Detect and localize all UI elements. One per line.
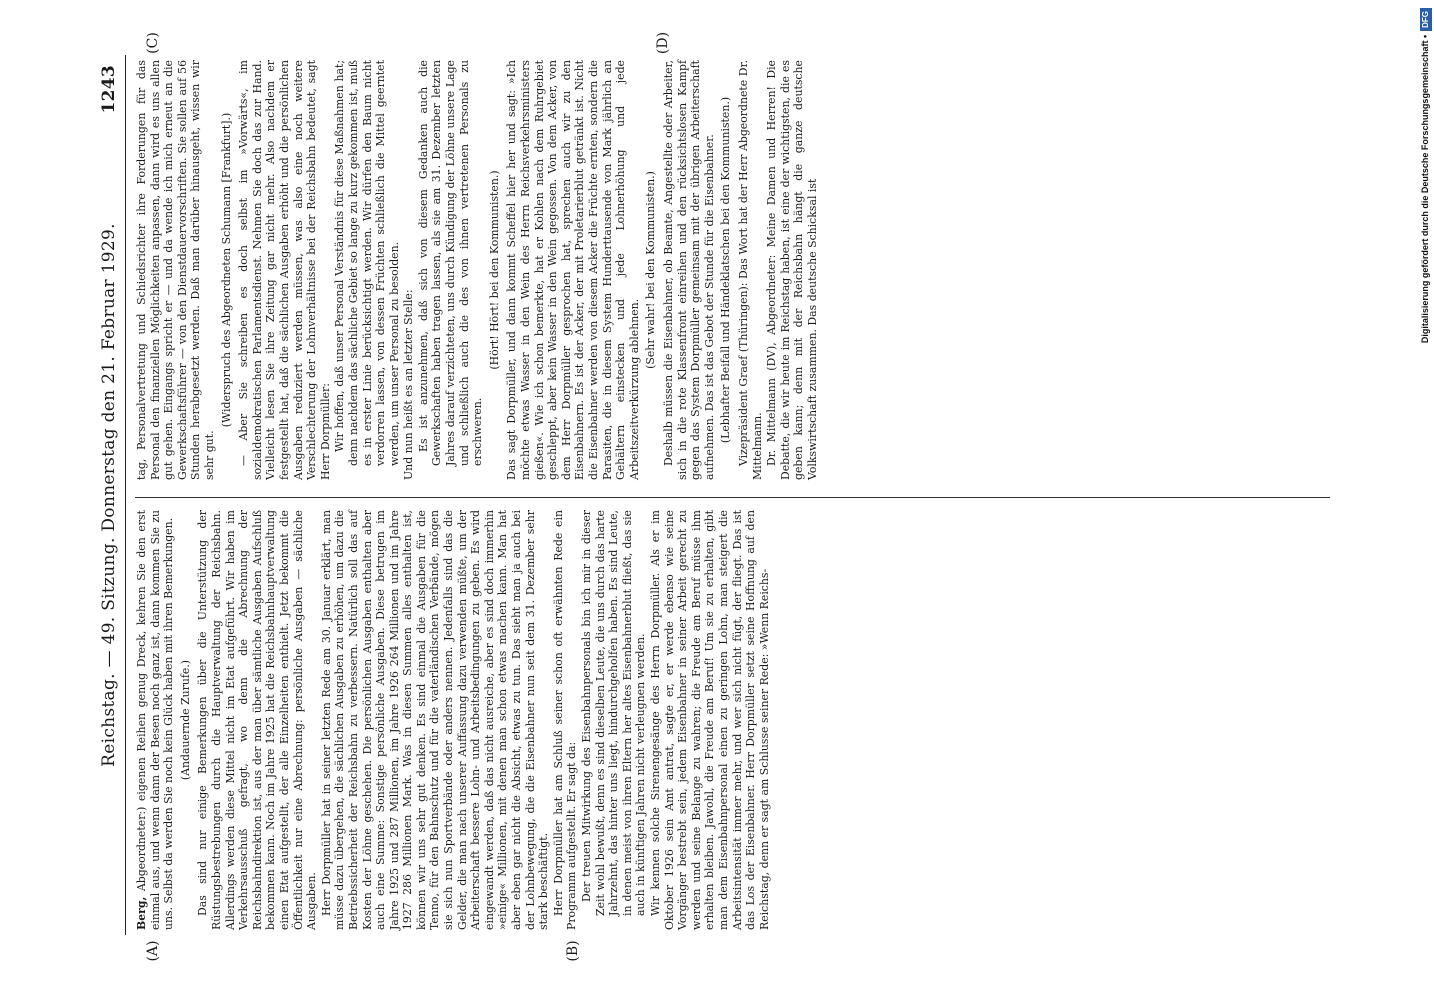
paragraph: — Aber Sie schreiben es doch selbst im »Vorwärts«, im sozialdemokratischen Parlamentsdienst. Nehmen Sie doch das zur Hand. Vielleicht lesen Sie ihre Zeitung gar nicht mehr. Also nachdem er festgestellt hat, daß die sächlichen Ausgaben erhöht und die persönlichen Ausgaben reduziert werden müssen, was also eine noch weitere Verschlechterung der Lohnverhältnisse bei der Reichsbahn bedeutet, sagt Herr Dorpmüller: [237, 60, 332, 480]
margin-marker-b: (B) [565, 940, 581, 962]
paragraph: Wir kennen solche Sirenengesänge des Herrn Dorpmüller. Als er im Oktober 1926 sein Amt antrat, sagte er, er werde ebenso wie seine Vorgänger bestrebt sein, jedem Eisenbahner in seiner Arbeit gerecht zu werden und seine Belange zu wahren; die Freude am Beruf müsse ihm erhalten bleiben. Jawohl, die Freude am Beruf! Um sie zu erhalten, gibt man dem Eisenbahnpersonal einen zu geringen Lohn, man steigert die Arbeitsintensität immer mehr, und wer sich nicht fügt, der fliegt. Das ist das Los der Eisenbahner. Herr Dorpmüller setzt seine Hoffnung auf den Reichstag, denn er sagt am Schlusse seiner Rede: »Wenn Reichs- [648, 510, 771, 930]
interjection: (Sehr wahr! bei den Kommunisten.) [644, 171, 658, 369]
margin-marker-c: (C) [145, 32, 161, 54]
paragraph: tag, Personalvertretung und Schiedsrichter ihre Forderungen für das Personal den finanziellen Möglichkeiten anpassen, dann wird es uns allen gut gehen. Eingangs spricht er — und da wende ich mich erneut an die Gewerkschaftsführer — von den Dienstdauervorschriften. Sie sollen auf 56 Stunden herabgesetzt werden. Daß man darüber hinausgeht, wissen wir sehr gut. [135, 60, 216, 480]
quotation: Es ist anzunehmen, daß sich von diesem Gedanken auch die Gewerkschaften haben tragen lassen, als sie am 31. Dezember letzten Jahres darauf verzichteten, uns durch Kündigung der Löhne unsere Lage und schließlich auch die des von ihnen vertretenen Personals zu erschweren. [416, 60, 485, 466]
interjection: (Widerspruch des Abgeordneten Schumann [Frankfurt].) [219, 112, 233, 428]
right-column [135, 60, 821, 480]
paragraph [135, 510, 176, 930]
dfg-logo: DFG [1420, 8, 1432, 31]
footer-strip [1405, 8, 1434, 993]
page-header [95, 55, 126, 935]
paragraph: Herr Dorpmüller hat am Schluß seiner schon oft erwähnten Rede ein Programm aufgestellt. Er sagt da: [551, 510, 579, 930]
speaker-name: Berg, [135, 896, 148, 930]
column-divider [135, 497, 1330, 498]
page-number: 1243 [99, 65, 119, 114]
rotated-page [95, 31, 1335, 962]
interjection: (Andauernde Zurufe.) [178, 659, 192, 781]
quotation: Wir hoffen, daß unser Personal Verständnis für diese Maßnahmen hat; denn nachdem das sächliche Gebiet so lange zu kurz gekommen ist, muß es in erster Linie berücksichtigt werden. Wir dürfen den Baum nicht verdorren lassen, von dessen Früchten schließlich die Mittel geerntet werden, um unser Personal zu besolden. [333, 60, 401, 466]
paragraph: Vizepräsident Graef (Thüringen): Das Wort hat der Herr Abgeordnete Dr. Mittelmann. [736, 60, 764, 480]
paragraph: Dr. Mittelmann (DV), Abgeordneter: Meine Damen und Herren! Die Debatte, die wir heute im Reichstag haben, ist eine der wichtigsten, die es geben kann; denn mit der Reichsbahn hängt die ganze deutsche Volkswirtschaft zusammen. Das deutsche Schicksal ist [765, 60, 819, 480]
page-title: Reichstag. — 49. Sitzung. Donnerstag den 21. Februar 1929. [99, 223, 119, 767]
margin-marker-d: (D) [655, 31, 671, 55]
left-column [135, 510, 772, 930]
paragraph: Das sind nur einige Bemerkungen über die Unterstützung der Rüstungsbestrebungen durch die Hauptverwaltung der Reichsbahn. Allerdings werden diese Mittel nicht im Etat aufgeführt. Wir haben im Verkehrsausschuß gefragt, wo denn die Abrechnung der Reichsbahndirektion ist, aus der man über sämtliche Ausgaben Aufschluß bekommen kann. Noch im Jahre 1925 hat die Reichsbahnhauptverwaltung einen Etat aufgestellt, der alle Einzelheiten enthielt. Jetzt bekommt die Öffentlichkeit nur eine Abrechnung: persönliche Ausgaben — sächliche Ausgaben. [196, 510, 319, 930]
paragraph: Und nun heißt es an letzter Stelle: [402, 289, 416, 480]
quotation: Der treuen Mitwirkung des Eisenbahnpersonals bin ich mir in dieser Zeit wohl bewußt, denn es sind dieselben Leute, die uns durch das harte Jahrzehnt, das hinter uns liegt, hindurchgeholfen haben. Es sind Leute, in denen meist von ihren Eltern her altes Eisenbahnerblut fließt, das sie auch in künftigen Jahren nicht verleugnen werden. [580, 510, 648, 916]
paragraph: Das sagt Dorpmüller, und dann kommt Scheffel hier her und sagt: »Ich möchte etwas Wasser in den Wein des Herrn Reichsverkehrsministers gießen«. Wie ich schon bemerkte, hat er Kohlen nach dem Ruhrgebiet geschleppt, aber kein Wasser in den Wein gegossen. Von dem Acker, von dem Herr Dorpmüller gesprochen hat, sprechen auch wir zu den Eisenbahnern. Es ist der Acker, der mit Proletarierblut getränkt ist. Nicht die Eisenbahner werden von diesem Acker die Früchte ernten, sondern die Parasiten, die in diesem System Hunderttausende von Mark jährlich an Gehältern einstecken und jede Lohnerhöhung und jede Arbeitszeitverkürzung ablehnen. [505, 60, 641, 480]
paragraph: Deshalb müssen die Eisenbahner, ob Beamte, Angestellte oder Arbeiter, sich in die rote Klassenfront einreihen und den rücksichtslosen Kampf gegen das System Dorpmüller gemeinsam mit der übrigen Arbeiterschaft aufnehmen. Das ist das Gebot der Stunde für die Eisenbahner. [661, 60, 716, 480]
paragraph: Herr Dorpmüller hat in seiner letzten Rede am 30. Januar erklärt, man müsse dazu übergehen, die sächlichen Ausgaben zu erhöhen, um dazu die Betriebssicherheit der Reichsbahn zu verbessern. Natürlich soll das auf Kosten der Löhne geschehen. Die persönlichen Ausgaben enthalten aber auch eine Summe: Sonstige persönliche Ausgaben. Diese betrugen im Jahre 1925 und 287 Millionen, im Jahre 1926 264 Millionen und im Jahre 1927 286 Millionen Mark. Was in diesen Summen alles enthalten ist, können wir uns sehr gut denken. Es sind einmal die Ausgaben für die Tenno, für den Bahnschutz und für die vaterländischen Verbände, mögen sie sich nun Sportverbände oder anders nennen. Jedenfalls sind das die Gelder, die man nach unserer Auffassung dazu verwenden müßte, um der Arbeiterschaft bessere Lohn- und Arbeitsbedingungen zu geben. Es wird eingewandt werden, daß das nicht ausreiche, aber es sind doch immerhin »einige« Millionen, mit denen man schon etwas machen kann. Man hat aber eben gar nicht die Absicht, etwas zu tun. Das sieht man ja auch bei der Lohnbewegung, die die Eisenbahner nun seit dem 31. Dezember sehr stark beschäftigt. [319, 510, 551, 930]
interjection: (Hört! Hört! bei den Kommunisten.) [487, 170, 501, 370]
speaker-role: Abgeordneter:) [135, 806, 148, 897]
footer-credit [1415, 8, 1434, 993]
footer-credit-text: Digitalisierung gefördert durch die Deutsche Forschungsgemeinschaft • [1420, 34, 1430, 344]
paragraph-text: eigenen Reihen genug Dreck, kehren Sie den erst einmal aus, und wenn dann der Besen noch ganz ist, dann kommen Sie zu uns. Selbst da werden Sie noch kein Glück haben mit ihren Bemerkungen. [135, 509, 176, 930]
interjection: (Lebhafter Beifall und Händeklatschen bei den Kommunisten.) [719, 96, 733, 444]
margin-marker-a: (A) [145, 940, 161, 962]
